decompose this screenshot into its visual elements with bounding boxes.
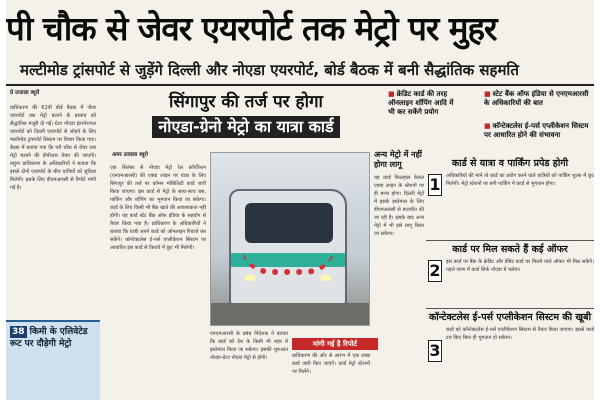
bullet-item: ■ क्रेडिट कार्ड की तरह ऑनलाइन शॉपिंग आदि में भी कर सकेंगे प्रयोग (388, 90, 454, 116)
newspaper-page (6, 0, 594, 400)
right-section-2 (426, 244, 594, 306)
bullet-item: ■ स्टेट बैंक ऑफ इंडिया से एनएमआरसी के अधिकारियों की बात (484, 90, 589, 107)
right-section-title: कॉन्टेक्टलेस ई-पर्स एप्लीकेशन सिस्टम की खूबी (428, 312, 592, 323)
section-number-badge: 2 (429, 261, 441, 280)
metro-train-photo (210, 152, 370, 326)
headline-rule (6, 84, 594, 86)
story-headline-line1: सिंगापुर की तर्ज पर होगा (169, 92, 323, 112)
left-body: प्राधिकरण की 62वीं बोर्ड बैठक में जेवर एयरपोर्ट तक मेट्रो चलाने के प्रस्ताव को सैद्धांतिक मंजूरी दी गई। ग्रेटर नोएडा इंटरनेशनल एयरपोर्ट को दिल्ली एयरपोर्ट से जोड़ने के लिए मल्टीमोड ट्रांसपोर्ट सिस्टम पर विचार किया गया। बैठक में बताया गया कि परी चौक से जेवर तक मेट्रो चलाने की डीपीआर तैयार की जाएगी। यमुना प्राधिकरण के अधिकारियों ने बताया कि इससे दोनों एयरपोर्ट के बीच यात्रियों को सुविधा मिलेगी। इसके लिए डीएमआरसी से रिपोर्ट मांगी गई है। (10, 105, 96, 191)
train-windshield (245, 203, 333, 243)
highlight-bullets (388, 88, 594, 146)
headlamp-left (245, 275, 255, 281)
left-column (6, 88, 98, 398)
bullet-square-icon: ■ (388, 90, 395, 98)
story-column-2 (210, 330, 288, 400)
story-body-1: एक सितंबर से नोएडा मेट्रो रेल कॉर्पोरेशन (एनएमआरसी) की एक्वा लाइन पर यात्रा के लिए सिंगापुर की तर्ज पर कॉमन मोबिलिटी कार्ड जारी किया जाएगा। इस कार्ड से मेट्रो के साथ-साथ बस, पार्किंग और शॉपिंग का भुगतान किया जा सकेगा। कार्ड के लिए किसी भी बैंक खाते की आवश्यकता नहीं होगी। यह कार्ड स्टेट बैंक ऑफ इंडिया के सहयोग से तैयार किया गया है। प्राधिकरण के अधिकारियों ने बताया कि यात्री अपने कार्ड को ऑनलाइन रिचार्ज कर सकेंगे। कॉन्टेक्टलेस ई-पर्स एप्लीकेशन सिस्टम पर आधारित इस कार्ड से किराये में छूट भी मिलेगी। (110, 165, 206, 251)
section-number-badge: 1 (429, 175, 441, 194)
bullet-square-icon: ■ (484, 90, 491, 98)
section-number-badge: 3 (429, 341, 441, 360)
story-headline (104, 90, 388, 146)
right-section-title: कार्ड से यात्रा व पार्किंग प्रपेड होगी (451, 158, 569, 169)
section-divider (426, 308, 594, 309)
right-section-1 (426, 158, 594, 234)
right-section-body: इस कार्ड पर बैंक के क्रेडिट और डेबिट कार्ड पर मिलने वाले ऑफर भी मिल सकेंगे। पहले चरण में कार्ड सिर्फ नोएडा में चलेगा। (446, 259, 594, 273)
track-bed (211, 303, 370, 326)
left-box-title (10, 326, 98, 350)
train-illustration (229, 189, 347, 307)
story-column-1 (104, 150, 206, 400)
report-strip: मांगी गई है रिपोर्ट (292, 338, 378, 350)
sub-headline: मल्टीमोड ट्रांसपोर्ट से जुड़ेंगे दिल्ली और नोएडा एयरपोर्ट, बोर्ड बैठक में बनी सैद्धांतिक सहमति (20, 61, 519, 79)
left-box-number: 38 (12, 327, 25, 337)
left-byline: प्रे उजाला ब्यूरो (10, 90, 40, 96)
right-section-body: कार्ड को कॉन्टेक्टलेस ई-पर्स एप्लीकेशन सिस्टम से तैयार किया जाएगा। इससे कार्ड टच किए बिना ही भुगतान हो सकेगा। (446, 327, 594, 341)
flower-garland (241, 245, 335, 275)
story-byline: अमर उजाला ब्यूरो (112, 152, 148, 158)
bullet-square-icon: ■ (484, 122, 491, 130)
section-divider (426, 240, 594, 241)
left-box-title-text: किमी के एलिवेटेड रूट पर दौड़ेगी मेट्रो (10, 327, 88, 349)
story-body-3: प्राधिकरण की ओर से आरंभ में एक लाख कार्ड जारी किए जाएंगे। कार्ड मेट्रो स्टेशनों पर मिलेंगे। (292, 353, 370, 375)
right-column (426, 158, 594, 400)
main-headline: पी चौक से जेवर एयरपोर्ट तक मेट्रो पर मुहर (6, 9, 497, 48)
side-column (374, 150, 424, 400)
right-section-title: कार्ड पर मिल सकते हैं कई ऑफर (452, 244, 568, 255)
story-body-2: एनएमआरसी के प्रबंध निदेशक ने बताया कि कार्ड को देश के किसी भी शहर में इस्तेमाल किया जा सकेगा। इसकी शुरुआत नोएडा-ग्रेटर नोएडा मेट्रो से होगी। (210, 331, 288, 361)
right-section-3 (426, 312, 594, 382)
side-body: यह कार्ड फिलहाल केवल एक्वा लाइन के स्टेशनों पर ही मान्य होगा। दिल्ली मेट्रो में इसके इस्तेमाल के लिए डीएमआरसी से बातचीत की जा रही है। इसके बाद अन्य मेट्रो में भी इसे लागू किया जा सकेगा। (374, 175, 424, 237)
headlamp-right (321, 275, 331, 281)
story-headline-line2: नोएडा-ग्रेनो मेट्रो का यात्रा कार्ड (152, 116, 339, 138)
bullet-item: ■ कॉन्टेक्टलेस ई-पर्स एप्लीकेशन सिस्टम पर आधारित होने की संभावना (484, 122, 589, 139)
side-title: अन्य मेट्रो में नहीं होगा लागू (374, 150, 422, 169)
right-section-body: अधिकारियों की मानें तो कार्ड का प्रयोग करने वाले यात्रियों को पार्किंग शुल्क में छूट मिलेगी। मेट्रो स्टेशनों पर बनी पार्किंग में कार्ड से भुगतान होगा। (446, 173, 594, 187)
left-info-box (6, 320, 100, 400)
